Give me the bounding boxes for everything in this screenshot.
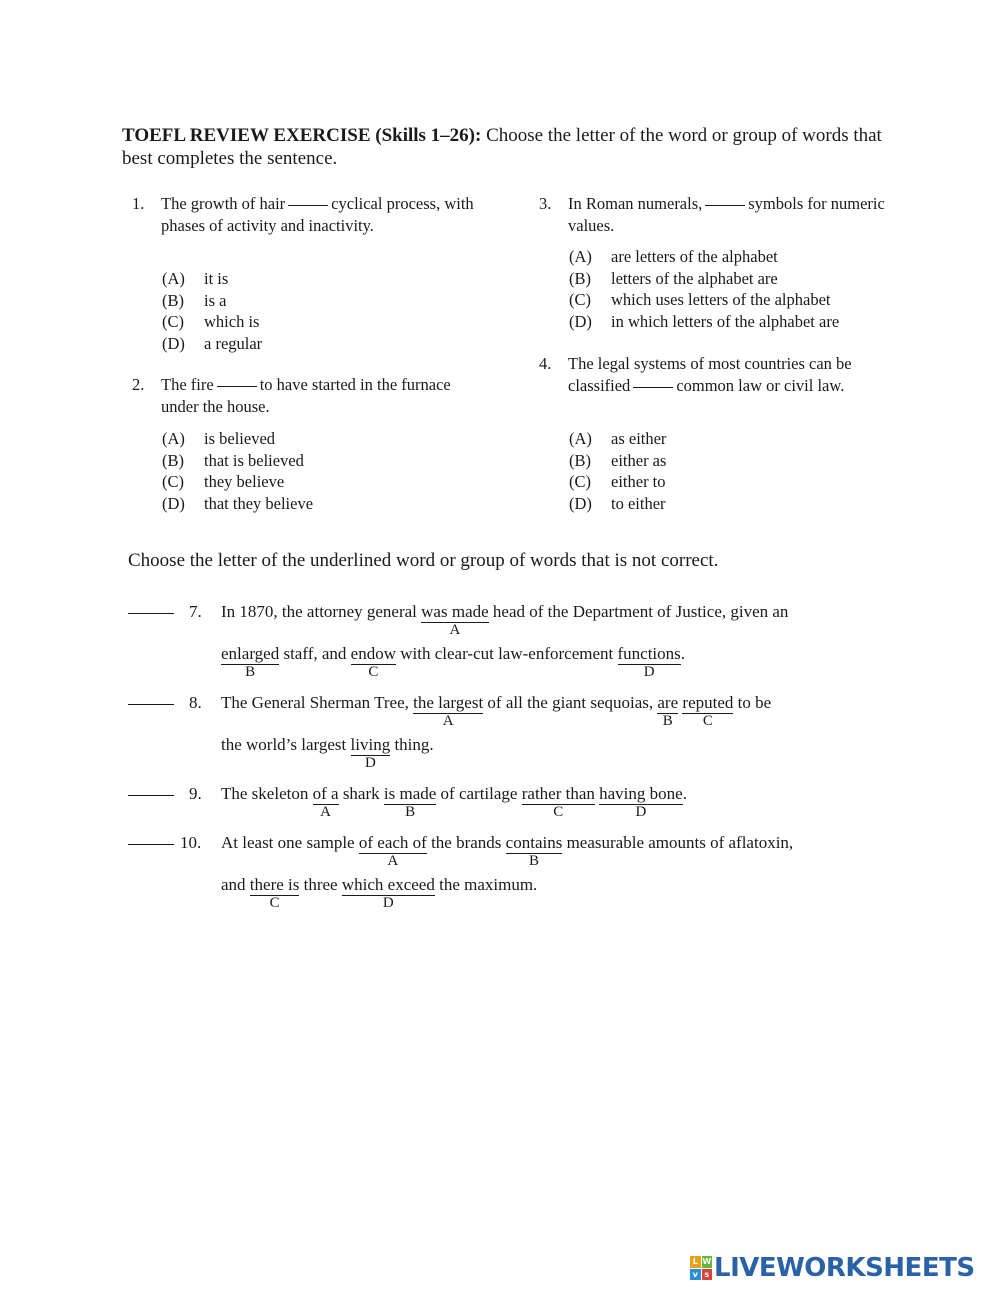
choice-label-d: D — [364, 755, 376, 771]
exercise-instruction: Choose the letter of the word or group of words that best completes the sentence. — [122, 125, 882, 169]
underlined-c[interactable]: rather than C — [521, 784, 595, 820]
question-number: 2. — [132, 375, 145, 394]
question-number: 10. — [180, 833, 202, 852]
underlined-c[interactable]: there is C — [249, 875, 300, 911]
question-stem: The fire to have started in the furnace under the house. — [161, 375, 451, 416]
underlined-d[interactable]: which exceed D — [341, 875, 435, 911]
underlined-b[interactable]: is made B — [383, 784, 437, 820]
underlined-c[interactable]: reputed C — [682, 693, 734, 729]
underlined-d[interactable]: having bone D — [599, 784, 683, 820]
sentence-line-1: At least one sample of each of A the brands contains B measurable amounts of aflatoxin, — [221, 833, 794, 869]
instructions-header — [122, 124, 902, 170]
sentence-line-1: In 1870, the attorney general was made A head of the Department of Justice, given an — [221, 602, 789, 638]
option-c[interactable]: (C) either to — [569, 472, 666, 491]
option-d[interactable]: (D) that they believe — [162, 493, 314, 513]
option-a[interactable]: (A) are letters of the alphabet — [569, 247, 778, 266]
option-a[interactable]: (A) as either — [569, 429, 667, 448]
answer-blank[interactable] — [128, 613, 174, 614]
option-b[interactable]: (B) letters of the alphabet are — [569, 268, 778, 288]
sentence-line-2: and there is C three which exceed D the maximum. — [221, 875, 538, 911]
liveworksheets-logo[interactable] — [690, 1253, 975, 1283]
choice-label-a: A — [442, 713, 454, 729]
logo-icon: L W v s — [690, 1256, 712, 1280]
underlined-b[interactable]: are B — [657, 693, 679, 729]
underlined-d[interactable]: living D — [350, 735, 391, 771]
underlined-a[interactable]: the largest A — [413, 693, 484, 729]
option-d[interactable]: (D) in which letters of the alphabet are — [569, 311, 840, 331]
question-number: 4. — [539, 354, 552, 373]
choice-label-d: D — [382, 895, 394, 911]
option-a[interactable]: (A) it is — [162, 269, 229, 288]
option-d[interactable]: (D) a regular — [162, 333, 263, 353]
choice-label-a: A — [387, 853, 399, 869]
option-b[interactable]: (B) either as — [569, 450, 667, 470]
answer-blank[interactable] — [128, 844, 174, 845]
choice-label-c: C — [368, 664, 379, 680]
question-stem: The growth of hair cyclical process, with phases of activity and inactivity. — [161, 194, 474, 235]
sentence-line-2: the world’s largest living D thing. — [221, 735, 434, 771]
choice-label-d: D — [643, 664, 655, 680]
logo-text: LIVEWORKSHEETS — [714, 1253, 975, 1283]
question-number: 9. — [189, 784, 202, 803]
option-a[interactable]: (A) is believed — [162, 429, 276, 448]
underlined-a[interactable]: was made A — [421, 602, 489, 638]
underlined-b[interactable]: contains B — [505, 833, 563, 869]
choice-label-c: C — [702, 713, 713, 729]
underlined-c[interactable]: endow C — [350, 644, 396, 680]
answer-blank[interactable] — [128, 704, 174, 705]
option-b[interactable]: (B) that is believed — [162, 450, 304, 470]
question-number: 3. — [539, 194, 552, 213]
choice-label-a: A — [320, 804, 331, 820]
option-b[interactable]: (B) is a — [162, 290, 227, 310]
error-identification-instruction: Choose the letter of the underlined word or group of words that is not correct. — [128, 550, 719, 571]
sentence-line-2: enlarged B staff, and endow C with clear-cut law-enforcement functions D . — [221, 644, 686, 680]
choice-label-b: B — [405, 804, 416, 820]
choice-label-c: C — [553, 804, 564, 820]
option-c[interactable]: (C) which uses letters of the alphabet — [569, 290, 831, 309]
sentence-line-1: The General Sherman Tree, the largest A of all the giant sequoias, are B reputed C to be — [221, 693, 772, 729]
answer-blank — [217, 386, 257, 387]
question-stem: In Roman numerals, symbols for numeric values. — [568, 194, 885, 235]
underlined-a[interactable]: $\frac{\text{of a}}{A}$ — [312, 784, 339, 820]
choice-label-a: A — [449, 622, 461, 638]
answer-blank — [705, 205, 745, 206]
option-d[interactable]: (D) to either — [569, 493, 666, 513]
question-number: 7. — [189, 602, 202, 621]
choice-label-b: B — [245, 664, 256, 680]
underlined-d[interactable]: functions D — [617, 644, 681, 680]
answer-blank — [288, 205, 328, 206]
choice-label-b: B — [528, 853, 539, 869]
sentence-line-1: The skeleton $\frac{\text{of a}}{A}$ shark is made B of cartilage rather than C having bone D . — [221, 784, 687, 820]
choice-label-b: B — [662, 713, 673, 729]
question-number: 1. — [132, 194, 145, 213]
exercise-title: TOEFL REVIEW EXERCISE (Skills 1–26): — [122, 125, 482, 146]
choice-label-c: C — [269, 895, 280, 911]
option-c[interactable]: (C) they believe — [162, 472, 285, 491]
question-number: 8. — [189, 693, 202, 712]
answer-blank — [633, 387, 673, 388]
choice-label-d: D — [635, 804, 647, 820]
answer-blank[interactable] — [128, 795, 174, 796]
underlined-b[interactable]: enlarged B — [221, 644, 280, 680]
question-stem: The legal systems of most countries can be classified common law or civil law. — [568, 354, 852, 395]
option-c[interactable]: (C) which is — [162, 312, 260, 331]
underlined-a[interactable]: of each of A — [358, 833, 427, 869]
